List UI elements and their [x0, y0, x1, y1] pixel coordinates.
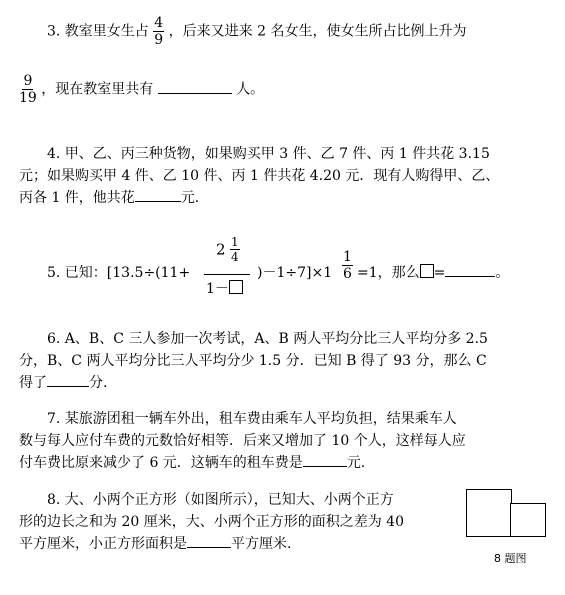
large-square: [466, 489, 512, 537]
problem-7-line-2: 数与每人应付车费的元数恰好相等．后来又增加了 10 个人，这样每人应: [19, 433, 466, 449]
problem-3-line-1: [47, 16, 466, 47]
answer-blank-5[interactable]: [445, 275, 495, 277]
problem-5-prefix: 5. 已知：[13.5÷(11+: [47, 265, 191, 281]
problem-4-line-2: 元；如果购买甲 4 件、乙 10 件、丙 1 件共花 4.20 元．现有人购得甲、乙、: [19, 168, 500, 184]
problem-3-text-b: ，后来又进来 2 名女生，使女生所占比例上升为: [168, 23, 467, 40]
problem-4-text-a: 丙各 1 件，他共花: [19, 190, 135, 206]
fraction-denominator: 9: [154, 32, 164, 48]
problem-7-line-1: 7. 某旅游团租一辆车外出，租车费由乘车人平均负担，结果乘车人: [47, 411, 457, 427]
problem-8-line-1: 8. 大、小两个正方形（如图所示），已知大、小两个正方: [47, 492, 394, 508]
figure-caption: 8 题图: [494, 552, 527, 565]
problem-6-line-2: 分，B、C 两人平均分比三人平均分少 1.5 分．已知 B 得了 93 分，那么 C: [19, 353, 487, 369]
fraction-numerator: 1: [231, 235, 239, 249]
problem-3-text-c: ，现在教室里共有: [41, 81, 154, 98]
problem-5-end: 。: [495, 265, 510, 281]
fraction-denominator-row: [206, 278, 243, 298]
problem-4-text-b: 元.: [180, 190, 200, 206]
mixed-fraction: [230, 236, 240, 263]
problem-8-line-3: [19, 533, 291, 553]
answer-blank-3[interactable]: [158, 92, 232, 94]
unknown-box: [420, 264, 434, 278]
unknown-box: [229, 280, 243, 294]
problem-6-line-3: [19, 372, 107, 392]
problem-3-text-a: 3. 教室里女生占: [47, 23, 149, 40]
problem-3-text-d: 人。: [236, 81, 265, 98]
small-square: [510, 503, 546, 537]
fraction-denominator: 6: [343, 266, 352, 282]
problem-6-line-1: 6. A、B、C 三人参加一次考试，A、B 两人平均分比三人平均分多 2.5: [47, 331, 488, 347]
problem-8-line-2: 形的边长之和为 20 厘米，大、小两个正方形的面积之差为 40: [19, 514, 404, 530]
fraction-numerator: 4: [154, 15, 164, 31]
answer-blank-4[interactable]: [135, 200, 181, 202]
problem-8-text-b: 平方厘米.: [231, 536, 292, 552]
answer-blank-7[interactable]: [303, 465, 347, 467]
fraction-nine-nineteenths: [19, 74, 37, 105]
answer-blank-6[interactable]: [47, 385, 89, 387]
problem-5-suffix: [357, 262, 509, 282]
fraction-denominator: 4: [231, 250, 239, 264]
problem-3-line-2: [19, 74, 264, 105]
fraction-numerator: 1: [343, 249, 352, 265]
answer-blank-8[interactable]: [187, 546, 231, 548]
problem-5-text-suffix: =1，那么: [357, 265, 420, 281]
problem-6-text-a: 得了: [19, 375, 47, 391]
problem-7-text-a: 付车费比原来减少了 6 元．这辆车的租车费是: [19, 455, 303, 471]
fraction-bar: [204, 274, 250, 275]
fraction: [342, 250, 353, 281]
equals-sign: =: [433, 265, 446, 281]
problem-5-mid: )－1÷7]×1: [257, 265, 333, 281]
fraction-one-sixth: [342, 250, 353, 281]
problem-7-line-3: [19, 452, 365, 472]
fraction-four-ninths: [153, 16, 164, 47]
fraction-denominator: 19: [19, 90, 37, 106]
complex-fraction: [204, 230, 250, 300]
fraction-numerator: 9: [23, 73, 33, 89]
problem-6-text-b: 分.: [89, 375, 108, 391]
problem-7-text-b: 元.: [346, 455, 366, 471]
problem-8-text-a: 平方厘米，小正方形面积是: [19, 536, 187, 552]
problem-4-line-1: 4. 甲、乙、丙三种货物，如果购买甲 3 件、乙 7 件、丙 1 件共花 3.15: [47, 146, 490, 162]
problem-4-line-3: [19, 187, 199, 207]
mixed-number: [216, 236, 240, 263]
denominator-text: 1－: [206, 281, 229, 297]
mixed-whole: 2: [216, 240, 226, 259]
